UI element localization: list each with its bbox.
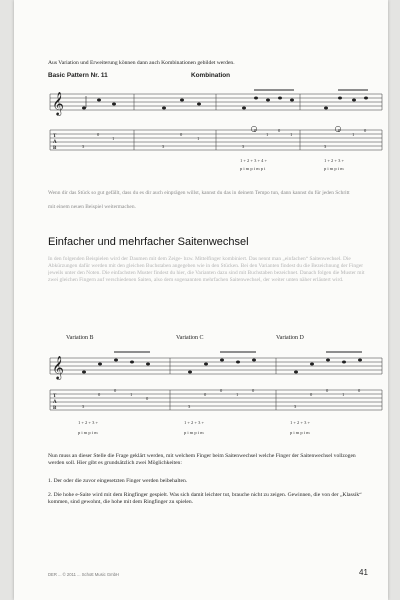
- svg-text:0: 0: [252, 388, 255, 393]
- variation-d-label: Variation D: [276, 335, 304, 341]
- svg-text:0: 0: [220, 388, 223, 393]
- faint-note-2: mit einem neuen Beispiel weitermachen.: [48, 204, 136, 210]
- treble-staff-bottom: [50, 358, 382, 374]
- svg-text:0: 0: [326, 388, 329, 393]
- after-text: Nun muss an dieser Stelle die Frage geklärt werden, mit welchem Finger beim Saitenwechsel welche Finger der Saitenwechsel vollzogen werden soll. Hier gibt es grundsätzlich zwei Möglichkeiten:: [48, 453, 356, 467]
- treble-clef-icon: 𝄞: [52, 93, 64, 115]
- treble-staff: [50, 94, 382, 110]
- svg-text:1: 1: [112, 136, 115, 141]
- svg-text:A: A: [53, 400, 57, 405]
- svg-text:p i m p i m p i: p i m p i m p i: [240, 166, 266, 171]
- svg-text:1: 1: [197, 136, 200, 141]
- svg-text:0: 0: [254, 128, 257, 133]
- variation-c-label: Variation C: [176, 335, 204, 341]
- fingering-row-d: p i m p i m: [290, 430, 310, 435]
- svg-text:0: 0: [204, 392, 207, 397]
- svg-text:0: 0: [98, 392, 101, 397]
- counts-top: [240, 158, 344, 171]
- svg-text:0: 0: [114, 388, 117, 393]
- faint-note-1: Wenn dir das Stück so gut gefällt, dass du es dir auch einprägen willst, kannst du das in deinem Tempo tun, dann kannst du für jeden Schritt: [48, 190, 350, 196]
- svg-text:3: 3: [242, 144, 245, 149]
- svg-text:1: 1: [130, 392, 133, 397]
- svg-text:B: B: [53, 406, 57, 411]
- tab-clef-icon: T: [53, 134, 57, 139]
- svg-text:3: 3: [82, 144, 85, 149]
- intro-text: Aus Variation und Erweiterung können dann auch Kombinationen gebildet werden.: [48, 60, 235, 66]
- svg-text:0: 0: [338, 128, 341, 133]
- svg-text:3: 3: [82, 404, 85, 409]
- tab-staff: [50, 130, 382, 150]
- svg-text:1: 1: [236, 392, 239, 397]
- svg-text:0: 0: [310, 392, 313, 397]
- basic-pattern-label: Basic Pattern Nr. 11: [48, 72, 108, 79]
- variation-b-label: Variation B: [66, 335, 94, 341]
- notation-system-bottom: [44, 344, 384, 448]
- svg-text:1 + 2 + 3 +: 1 + 2 + 3 +: [324, 158, 344, 163]
- svg-text:0: 0: [97, 132, 100, 137]
- fingering-row-c: p i m p i m: [184, 430, 204, 435]
- notation-system-top: [44, 82, 384, 182]
- svg-text:0: 0: [146, 396, 149, 401]
- kombination-label: Kombination: [191, 72, 231, 79]
- list-item-1: 1. Der oder die zuvor eingesetzten Finger werden beibehalten.: [48, 478, 188, 484]
- svg-text:0: 0: [358, 388, 361, 393]
- svg-text:1: 1: [290, 132, 293, 137]
- svg-text:3: 3: [294, 404, 297, 409]
- footer-text: DER ... © 2011 ... Schott Music GmbH: [48, 572, 119, 577]
- svg-text:3: 3: [188, 404, 191, 409]
- svg-text:0: 0: [180, 132, 183, 137]
- svg-text:1 + 2 + 3 + 4 +: 1 + 2 + 3 + 4 +: [240, 158, 268, 163]
- svg-text:1: 1: [352, 132, 355, 137]
- section-heading: Einfacher und mehrfacher Saitenwechsel: [48, 236, 249, 248]
- svg-text:1: 1: [266, 132, 269, 137]
- count-row-c: 1 + 2 + 3 +: [184, 420, 204, 425]
- book-page: [14, 0, 388, 600]
- tab-clef-bottom-icon: T: [53, 394, 57, 399]
- treble-clef-bottom-icon: 𝄞: [52, 357, 64, 379]
- svg-text:0: 0: [278, 128, 281, 133]
- svg-text:p i m p i m: p i m p i m: [324, 166, 344, 171]
- count-row-b: 1 + 2 + 3 +: [78, 420, 98, 425]
- fingering-row-b: p i m p i m: [78, 430, 98, 435]
- count-row-d: 1 + 2 + 3 +: [290, 420, 310, 425]
- svg-text:B: B: [53, 146, 57, 151]
- svg-text:3: 3: [162, 144, 165, 149]
- svg-text:1: 1: [342, 392, 345, 397]
- svg-text:3: 3: [324, 144, 327, 149]
- page-number: 41: [359, 568, 368, 577]
- section-paragraph: In den folgenden Beispielen wird der Daumen mit dem Zeige- bzw. Mittelfinger kombiniert. Das nennt man „einfachen“ Saitenwechsel. Die Abkürzungen dafür werden mit den gleichen Buchstaben angegeben wie in den Stücken. Bei den Varianten findest du die Bezeichnung der Finger jeweils unter den Noten. Die einfachsten Muster findest du hier, die Varianten dazu sind mit Buchstaben bezeichnet. Danach folgen die Muster mit zwei gleichen Fingern auf verschiedenen Saiten, also dem sogenannten mehrfachen Saitenwechsel, der weiter unten näher erläutert wird.: [48, 256, 365, 283]
- svg-text:0: 0: [364, 128, 367, 133]
- svg-text:A: A: [53, 140, 57, 145]
- list-item-2: 2. Die hohe e-Saite wird mit dem Ringfinger gespielt. Was sich damit leichter tut, brauche nicht zu zeigen. Gewinnen, die von der „Klassik“ kommen, sind gewohnt, die hohe mit dem Ringfinger zu spielen.: [48, 492, 362, 506]
